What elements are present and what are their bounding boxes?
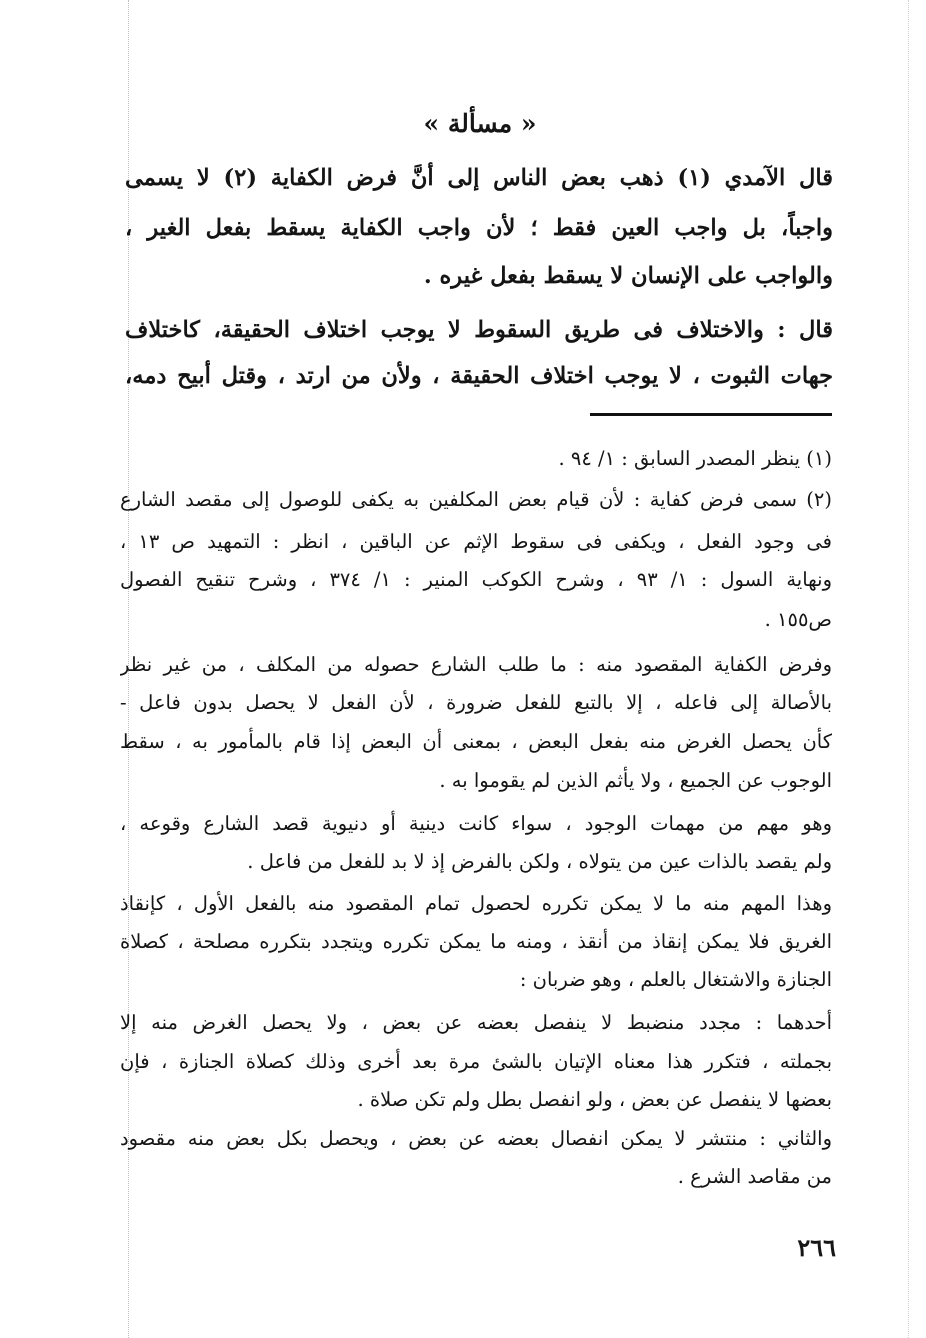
- section-heading: « مسألة »: [423, 109, 537, 138]
- footnote-line: وفرض الكفاية المقصود منه : ما طلب الشارع حصوله من المكلف ، من غير نظر: [120, 653, 832, 676]
- footnote-line: بالأصالة إلى فاعله ، إلا بالتبع للفعل ضرورة ، لأن الفعل لا يحصل بدون فاعل -: [120, 691, 832, 714]
- main-text-line: واجباً، بل واجب العين فقط ؛ لأن واجب الكفاية يسقط بفعل الغير ،: [125, 215, 833, 241]
- footnote-line: الجنازة والاشتغال بالعلم ، وهو ضربان :: [519, 968, 832, 991]
- footnote-line: بعضها لا ينفصل عن بعض ، ولو انفصل بطل ولم تكن صلاة .: [357, 1088, 832, 1111]
- footnote-line: (١) ينظر المصدر السابق : ١/ ٩٤ .: [558, 447, 832, 470]
- footnote-line: الوجوب عن الجميع ، ولا يأثم الذين لم يقوموا به .: [439, 769, 832, 792]
- footnote-line: ونهاية السول : ١/ ٩٣ ، وشرح الكوكب المنير : ١/ ٣٧٤ ، وشرح تنقيح الفصول: [120, 568, 832, 591]
- main-text-line: قال الآمدي (١) ذهب بعض الناس إلى أنَّ فرض الكفاية (٢) لا يسمى: [125, 165, 833, 191]
- footnote-line: الغريق فلا يمكن إنقاذ من أنقذ ، ومنه ما يمكن تكرره ويتجدد بتكرره مصلحة ، كصلاة: [120, 930, 832, 953]
- main-text-line: جهات الثبوت ، لا يوجب اختلاف الحقيقة ، ولأن من ارتد ، وقتل أبيح دمه،: [125, 363, 833, 389]
- footnote-separator: [590, 413, 832, 416]
- footnote-line: وهو مهم من مهمات الوجود ، سواء كانت دينية أو دنيوية قصد الشارع وقوعه ،: [120, 812, 832, 835]
- footnote-line: ولم يقصد بالذات عين من يتولاه ، ولكن بالفرض إذ لا بد للفعل من فاعل .: [247, 850, 832, 873]
- footnote-line: كأن يحصل الغرض منه بفعل البعض ، بمعنى أن البعض إذا قام بالمأمور به ، سقط: [120, 730, 832, 753]
- footnote-line: وهذا المهم منه ما لا يمكن تكرره لحصول تمام المقصود منه بالفعل الأول ، كإنقاذ: [120, 892, 832, 915]
- main-text-line: والواجب على الإنسان لا يسقط بفعل غيره .: [423, 263, 833, 289]
- footnote-line: أحدهما : مجدد منضبط لا ينفصل بعضه عن بعض ، ولا يحصل الغرض منه إلا: [120, 1011, 832, 1034]
- scan-margin-line: [908, 0, 909, 1338]
- main-text-line: قال : والاختلاف فى طريق السقوط لا يوجب اختلاف الحقيقة، كاختلاف: [125, 317, 833, 343]
- footnote-line: من مقاصد الشرع .: [677, 1165, 832, 1188]
- footnote-line: فى وجود الفعل ، ويكفى فى سقوط الإثم عن الباقين ، انظر : التمهيد ص ١٣ ،: [120, 530, 832, 553]
- footnote-line: بجملته ، فتكرر هذا معناه الإتيان بالشئ مرة بعد أخرى وذلك كصلاة الجنازة ، فإن: [120, 1050, 832, 1073]
- page-number: ٢٦٦: [797, 1233, 836, 1262]
- footnote-line: والثاني : منتشر لا يمكن انفصال بعضه عن بعض ، ويحصل بكل بعض منه مقصود: [120, 1127, 832, 1150]
- footnote-line: ص١٥٥ .: [764, 608, 832, 631]
- footnote-line: (٢) سمى فرض كفاية : لأن قيام بعض المكلفين به يكفى للوصول إلى مقصد الشارع: [120, 488, 832, 511]
